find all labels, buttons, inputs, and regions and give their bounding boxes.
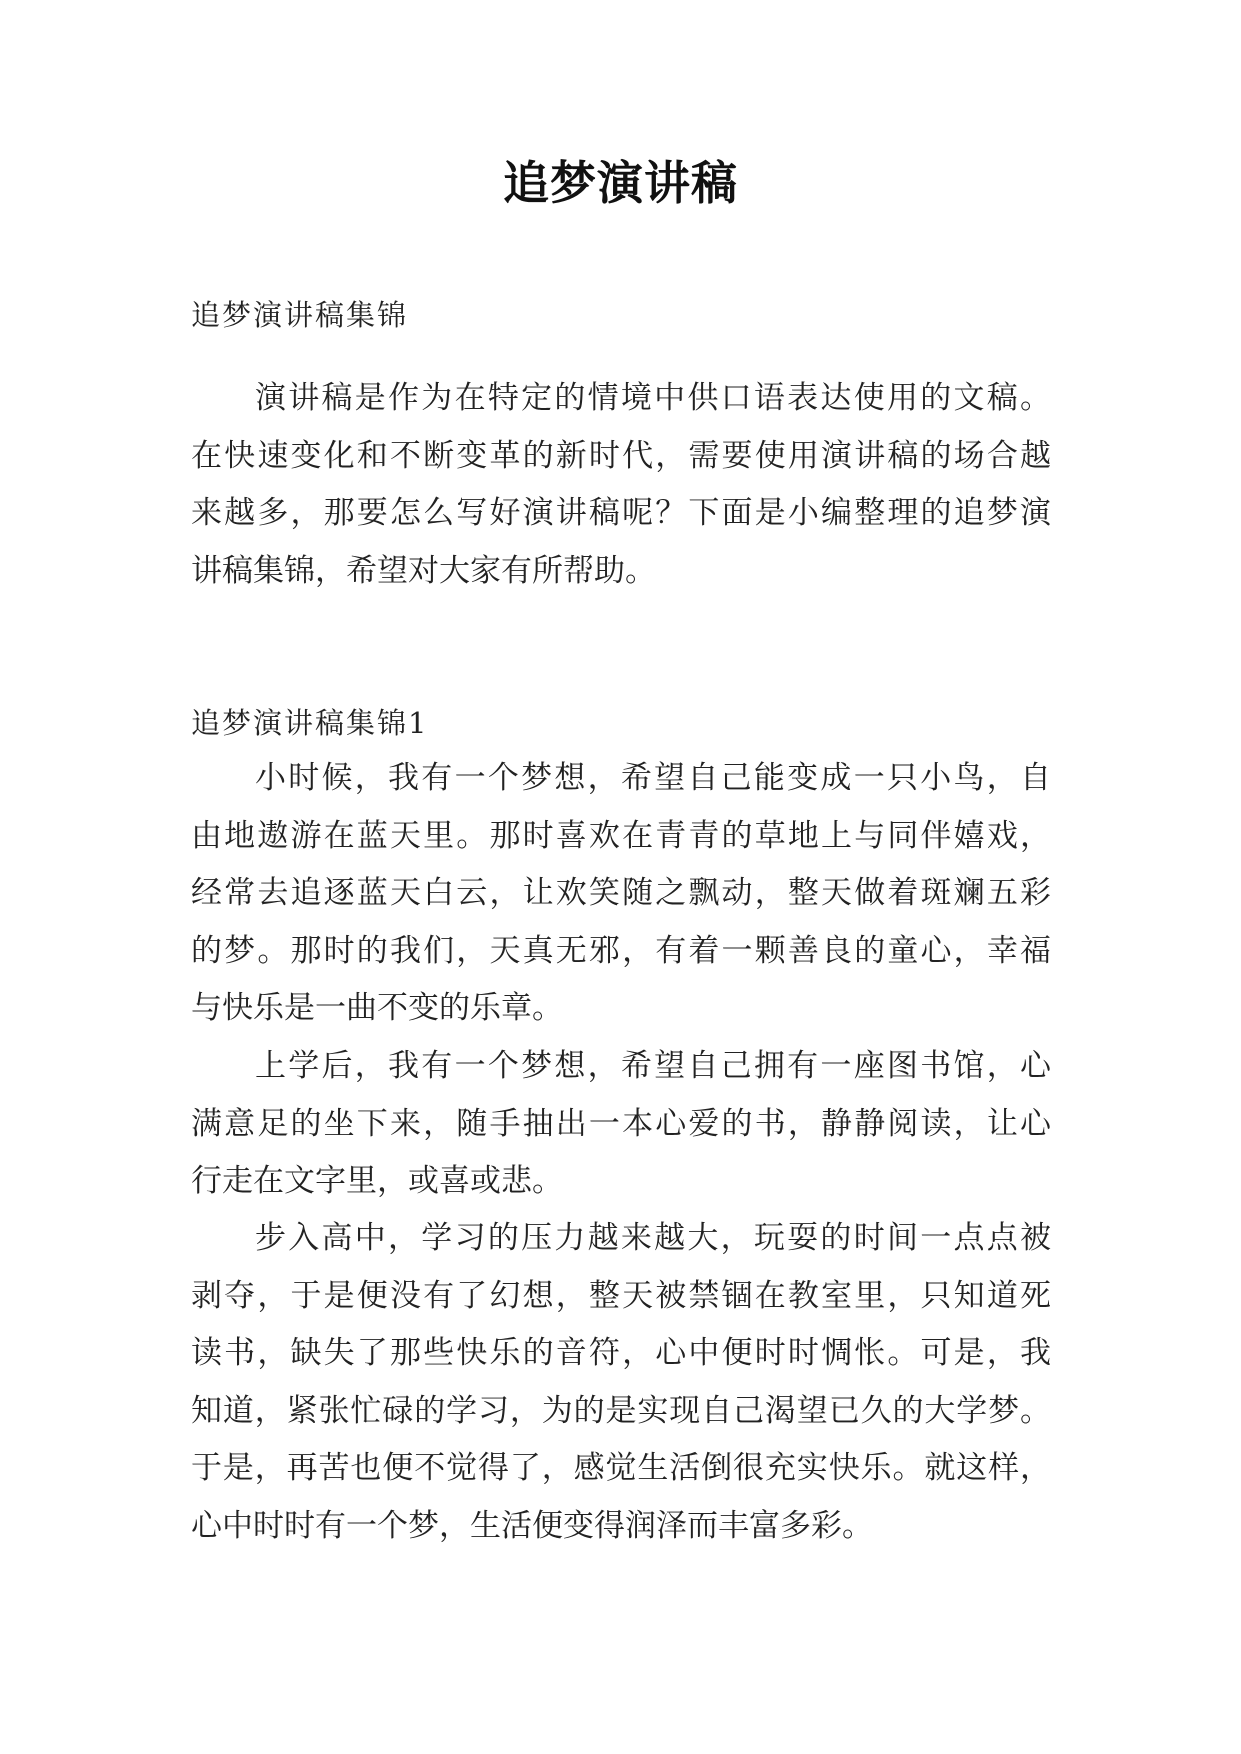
paragraph-line: 的梦。那时的我们，天真无邪，有着一颗善良的童心，幸福 bbox=[191, 932, 1051, 969]
body-paragraph bbox=[191, 1210, 1051, 1555]
paragraph-line: 经常去追逐蓝天白云，让欢笑随之飘动，整天做着斑斓五彩 bbox=[191, 875, 1051, 911]
paragraph-line: 剥夺，于是便没有了幻想，整天被禁锢在教室里，只知道死 bbox=[191, 1277, 1051, 1314]
section-heading: 追梦演讲稿集锦1 bbox=[191, 706, 429, 740]
paragraph-line: 小时候，我有一个梦想，希望自己能变成一只小鸟，自 bbox=[255, 760, 1051, 796]
paragraph-line: 上学后，我有一个梦想，希望自己拥有一座图书馆，心 bbox=[255, 1048, 1051, 1084]
paragraph-line: 步入高中，学习的压力越来越大，玩耍的时间一点点被 bbox=[255, 1220, 1051, 1256]
paragraph-line: 读书，缺失了那些快乐的音符，心中便时时惆怅。可是，我 bbox=[191, 1335, 1051, 1371]
paragraph-line: 知道，紧张忙碌的学习，为的是实现自己渴望已久的大学梦。 bbox=[191, 1392, 1051, 1429]
paragraph-line: 满意足的坐下来，随手抽出一本心爱的书，静静阅读，让心 bbox=[191, 1105, 1051, 1142]
paragraph-line: 与快乐是一曲不变的乐章。 bbox=[191, 990, 563, 1026]
body-paragraph bbox=[191, 750, 1051, 1038]
paragraph-line: 行走在文字里，或喜或悲。 bbox=[191, 1163, 563, 1199]
paragraph-line: 来越多，那要怎么写好演讲稿呢？下面是小编整理的追梦演 bbox=[191, 495, 1051, 531]
paragraph-line: 心中时时有一个梦，生活便变得润泽而丰富多彩。 bbox=[191, 1507, 873, 1544]
paragraph-line: 于是，再苦也便不觉得了，感觉生活倒很充实快乐。就这样， bbox=[191, 1450, 1051, 1486]
paragraph-line: 在快速变化和不断变革的新时代，需要使用演讲稿的场合越 bbox=[191, 437, 1051, 474]
document-title: 追梦演讲稿 bbox=[503, 156, 738, 210]
intro-paragraph bbox=[191, 370, 1051, 600]
paragraph-line: 由地遨游在蓝天里。那时喜欢在青青的草地上与同伴嬉戏， bbox=[191, 817, 1051, 854]
paragraph-line: 演讲稿是作为在特定的情境中供口语表达使用的文稿。 bbox=[255, 380, 1051, 416]
paragraph-line: 讲稿集锦，希望对大家有所帮助。 bbox=[191, 552, 656, 589]
document-subtitle: 追梦演讲稿集锦 bbox=[191, 298, 409, 332]
body-paragraph bbox=[191, 1038, 1051, 1211]
